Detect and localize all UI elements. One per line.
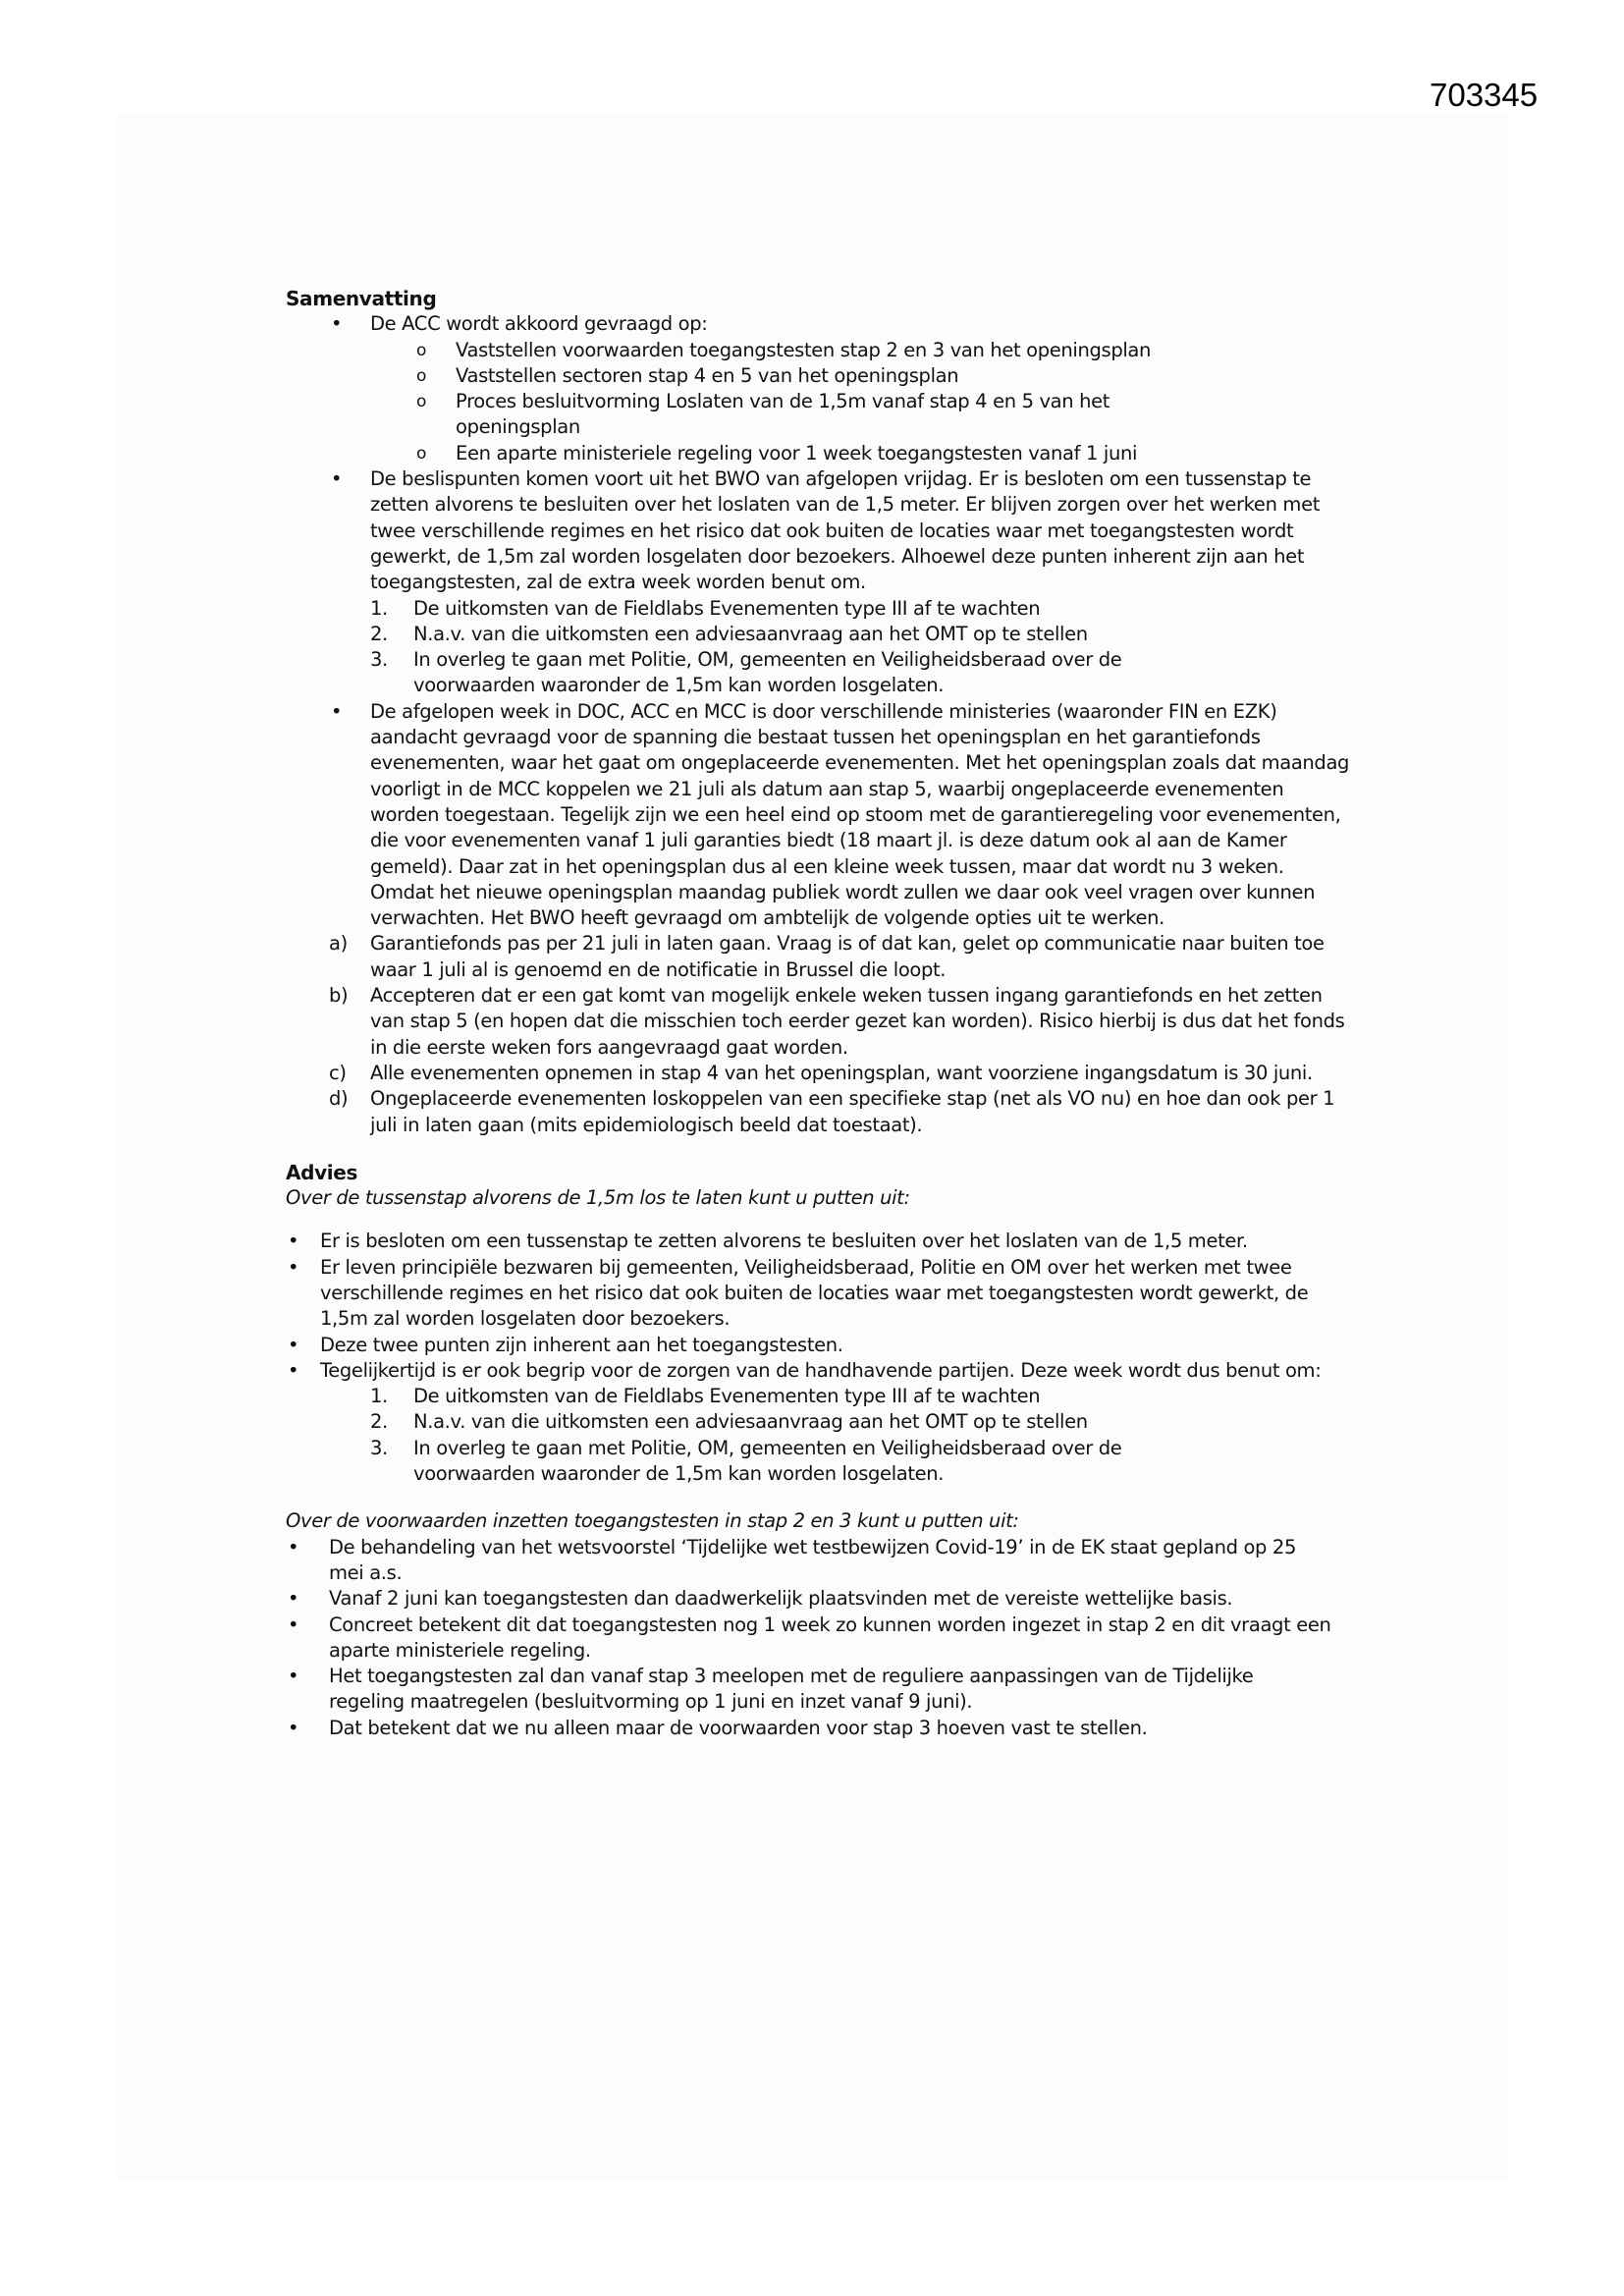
sub-item: o Een aparte ministeriele regeling voor 1 week toegangstesten vanaf 1 juni bbox=[286, 441, 1366, 466]
sub-item: o Proces besluitvorming Loslaten van de 1,5m vanaf stap 4 en 5 van het openingsplan bbox=[286, 389, 1202, 441]
bullet-item: • Het toegangstesten zal dan vanaf stap 3 meelopen met de reguliere aanpassingen van de Tijdelijke regeling maatregelen (besluitvorming op 1 juni en inzet vanaf 9 juni). bbox=[286, 1664, 1321, 1716]
bullet-item: • De afgelopen week in DOC, ACC en MCC is door verschillende ministeries (waaronder FIN en EZK) aandacht gevraagd voor de spanning die bestaat tussen het openingsplan en het garantiefonds evenementen, waar het gaat om ongeplaceerde evenementen. Met het openingsplan zoals dat maandag voorligt in de MCC koppelen we 21 juli als datum aan stap 5, waarbij ongeplaceerde evenementen worden toegestaan. Tegelijk zijn we een heel eind op stoom met de garantieregeling voor evenementen, die voor evenementen vanaf 1 juli garanties biedt (18 maart jl. is deze datum ook al aan de Kamer gemeld). Daar zat in het openingsplan dus al een kleine week tussen, maar dat wordt nu 3 weken. Omdat het nieuwe openingsplan maandag publiek wordt zullen we daar ook veel vragen over kunnen verwachten. Het BWO heeft gevraagd om ambtelijk de volgende opties uit te werken. bbox=[286, 699, 1366, 932]
option-item: b) Accepteren dat er een gat komt van mogelijk enkele weken tussen ingang garantiefonds en het zetten van stap 5 (en hopen dat die misschien toch eerder gezet kan worden). Risico hierbij is dus dat het fonds in die eerste weken fors aangevraagd gaat worden. bbox=[329, 984, 1345, 1059]
numbered-item: 1. De uitkomsten van de Fieldlabs Evenementen type III af te wachten bbox=[370, 596, 1041, 620]
option-item: d) Ongeplaceerde evenementen loskoppelen van een specifieke stap (net als VO nu) en hoe dan ook per 1 juli in laten gaan (mits epidemiologisch beeld dat toestaat). bbox=[329, 1087, 1335, 1136]
numbered-list bbox=[286, 596, 1366, 699]
bullet-item: • Concreet betekent dit dat toegangstesten nog 1 week zo kunnen worden ingezet in stap 2 en dit vraagt een aparte ministeriele regeling. bbox=[286, 1613, 1340, 1665]
bullet-item: • De ACC wordt akkoord gevraagd op: o Vaststellen voorwaarden toegangstesten stap 2 en 3 van het openingsplan o Vaststellen sectoren stap 4 en 5 van het openingsplan o Proces besluitvorming Loslaten van de 1,5m vanaf stap 4 en 5 van het openingsplan o Een aparte ministeriele regeling voor 1 week toegangstesten vanaf 1 juni bbox=[286, 311, 1366, 466]
bullet-item: • Dat betekent dat we nu alleen maar de voorwaarden voor stap 3 hoeven vast te stellen. bbox=[286, 1716, 1340, 1741]
option-item: a) Garantiefonds pas per 21 juli in laten gaan. Vraag is of dat kan, gelet op communicatie naar buiten toe waar 1 juli al is genoemd en de notificatie in Brussel die loopt. bbox=[329, 932, 1325, 981]
numbered-item: 3. In overleg te gaan met Politie, OM, gemeenten en Veiligheidsberaad over de voorwaarden waaronder de 1,5m kan worden losgelaten. bbox=[370, 1436, 1122, 1486]
sub-item: o Vaststellen sectoren stap 4 en 5 van het openingsplan bbox=[286, 363, 1366, 389]
samenvatting-bullet-list bbox=[286, 311, 1366, 931]
bullet-item: • Er leven principiële bezwaren bij gemeenten, Veiligheidsberaad, Politie en OM over het werken met twee verschillende regimes en het risico dat ook buiten de locaties waar met toegangstesten wordt gewerkt, de 1,5m zal worden losgelaten door bezoekers. bbox=[286, 1255, 1312, 1333]
bullet-item: • Er is besloten om een tussenstap te zetten alvorens te besluiten over het loslaten van de 1,5 meter. bbox=[286, 1229, 1292, 1254]
sub-item: o Vaststellen voorwaarden toegangstesten stap 2 en 3 van het openingsplan bbox=[286, 338, 1366, 363]
section-heading-advies: Advies bbox=[286, 1160, 358, 1184]
document-number: 703345 bbox=[1430, 77, 1539, 113]
bullet-item: • Deze twee punten zijn inherent aan het toegangstesten. bbox=[286, 1333, 1366, 1358]
bullet-item: • Vanaf 2 juni kan toegangstesten dan daadwerkelijk plaatsvinden met de vereiste wettelijke basis. bbox=[286, 1586, 1321, 1612]
document-body bbox=[286, 286, 1366, 1741]
numbered-item: 2. N.a.v. van die uitkomsten een adviesaanvraag aan het OMT op te stellen bbox=[370, 622, 1088, 645]
numbered-item: 2. N.a.v. van die uitkomsten een adviesaanvraag aan het OMT op te stellen bbox=[370, 1410, 1088, 1434]
options-list bbox=[286, 931, 1366, 1137]
sub-list bbox=[286, 338, 1366, 466]
option-item: c) Alle evenementen opnemen in stap 4 van het openingsplan, want voorziene ingangsdatum is 30 juni. bbox=[329, 1061, 1313, 1084]
advies-voorwaarden-bullets bbox=[286, 1535, 1366, 1741]
numbered-item: 3. In overleg te gaan met Politie, OM, gemeenten en Veiligheidsberaad over de voorwaarden waaronder de 1,5m kan worden losgelaten. bbox=[370, 648, 1122, 697]
numbered-item: 1. De uitkomsten van de Fieldlabs Evenementen type III af te wachten bbox=[370, 1385, 1041, 1408]
advies-intro-tussenstap: Over de tussenstap alvorens de 1,5m los te laten kunt u putten uit: bbox=[286, 1186, 910, 1210]
bullet-item: • Tegelijkertijd is er ook begrip voor de zorgen van de handhavende partijen. Deze week wordt dus benut om: bbox=[286, 1358, 1322, 1384]
bullet-item: • De beslispunten komen voort uit het BWO van afgelopen vrijdag. Er is besloten om een tussenstap te zetten alvorens te besluiten over het loslaten van de 1,5 meter. Er blijven zorgen over het werken met twee verschillende regimes en het risico dat ook buiten de locaties waar met toegangstesten wordt gewerkt, de 1,5m zal worden losgelaten door bezoekers. Alhoewel deze punten inherent zijn aan het toegangstesten, zal de extra week worden benut om. 1. De uitkomsten van de Fieldlabs Evenementen type III af te wachten 2. N.a.v. van die uitkomsten een adviesaanvraag aan het OMT op te stellen 3. In overleg te gaan met Politie, OM, gemeenten en Veiligheidsberaad over de voorwaarden waaronder de 1,5m kan worden losgelaten. bbox=[286, 466, 1366, 699]
advies-numbered-list bbox=[286, 1384, 1366, 1487]
advies-tussenstap-bullets bbox=[286, 1229, 1366, 1384]
advies-intro-voorwaarden: Over de voorwaarden inzetten toegangstesten in stap 2 en 3 kunt u putten uit: bbox=[286, 1509, 1019, 1533]
bullet-item: • De behandeling van het wetsvoorstel ‘Tijdelijke wet testbewijzen Covid-19’ in de EK staat gepland op 25 mei a.s. bbox=[286, 1535, 1301, 1587]
section-heading-samenvatting: Samenvatting bbox=[286, 287, 437, 310]
